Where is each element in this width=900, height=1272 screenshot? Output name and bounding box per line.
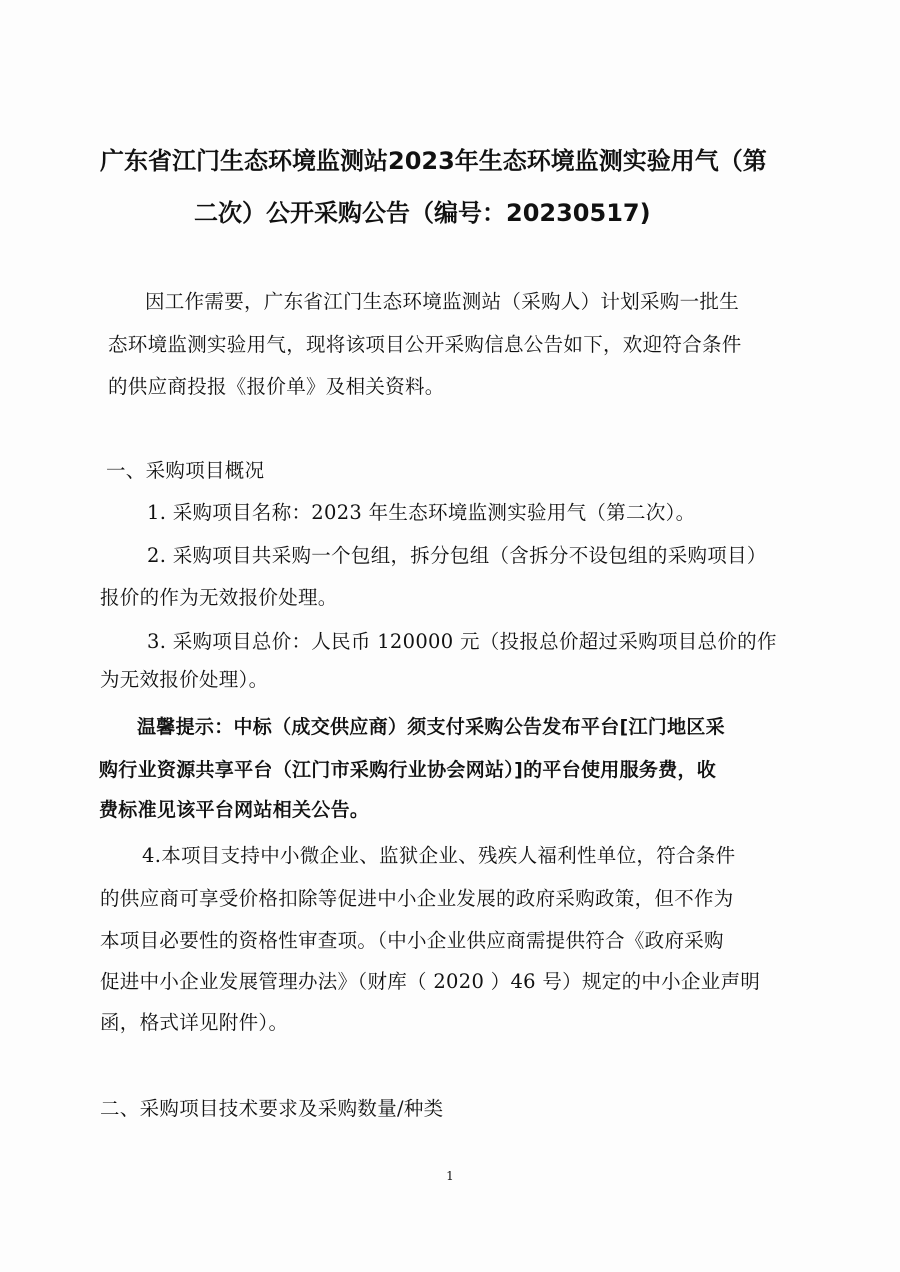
tip-line-3: 费标准见该平台网站相关公告。 bbox=[99, 799, 370, 821]
section-1-item-4-line-4: 促进中小企业发展管理办法》（财库（ 2020 ）46 号）规定的中小企业声明 bbox=[100, 970, 761, 993]
section-1-item-4-line-1: 4.本项目支持中小微企业、监狱企业、残疾人福利性单位，符合条件 bbox=[142, 844, 736, 867]
intro-line-3: 的供应商投报《报价单》及相关资料。 bbox=[108, 375, 445, 398]
intro-line-1: 因工作需要，广东省江门生态环境监测站（采购人）计划采购一批生 bbox=[145, 290, 740, 313]
section-1-heading: 一、采购项目概况 bbox=[106, 459, 265, 482]
section-1-item-4-line-3: 本项目必要性的资格性审查项。（中小企业供应商需提供符合《政府采购 bbox=[100, 929, 724, 952]
section-1-item-2-line-2: 报价的作为无效报价处理。 bbox=[100, 586, 338, 609]
section-1-item-1: 1. 采购项目名称：2023 年生态环境监测实验用气（第二次）。 bbox=[147, 501, 696, 524]
section-1-item-4-line-5: 函，格式详见附件）。 bbox=[100, 1011, 289, 1034]
tip-line-2: 购行业资源共享平台（江门市采购行业协会网站）]的平台使用服务费，收 bbox=[99, 759, 717, 781]
page-number: 1 bbox=[446, 1169, 454, 1183]
document-title-line-2: 二次）公开采购公告（编号：20230517) bbox=[194, 199, 651, 227]
intro-line-2: 态环境监测实验用气，现将该项目公开采购信息公告如下，欢迎符合条件 bbox=[108, 333, 742, 356]
section-2-heading: 二、采购项目技术要求及采购数量/种类 bbox=[100, 1097, 444, 1120]
section-1-item-2-line-1: 2. 采购项目共采购一个包组，拆分包组（含拆分不设包组的采购项目） bbox=[147, 544, 767, 567]
tip-line-1: 温馨提示：中标（成交供应商）须支付采购公告发布平台[江门地区采 bbox=[137, 716, 725, 738]
section-1-item-3-line-1: 3. 采购项目总价：人民币 120000 元（投报总价超过采购项目总价的作 bbox=[147, 630, 777, 653]
document-title-line-1: 广东省江门生态环境监测站2023年生态环境监测实验用气（第 bbox=[100, 147, 767, 175]
section-1-item-4-line-2: 的供应商可享受价格扣除等促进中小企业发展的政府采购政策，但不作为 bbox=[100, 887, 734, 910]
section-1-item-3-line-2: 为无效报价处理）。 bbox=[100, 668, 269, 691]
